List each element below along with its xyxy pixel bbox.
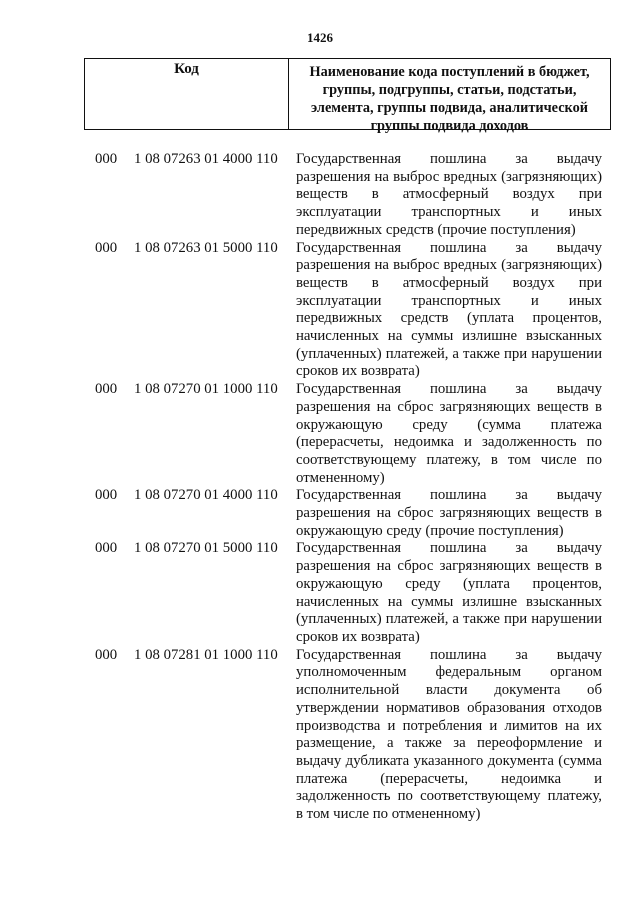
row-income-name: Государственная пошлина за выдачу разрешения на выброс вредных (загрязняющих) веществ в атмосферный воздух при эксплуатации транспортных и иных передвижных средств (прочие поступления) — [296, 151, 602, 238]
row-income-name: Государственная пошлина за выдачу разрешения на выброс вредных (загрязняющих) веществ в атмосферный воздух при эксплуатации транспортных и иных передвижных средств (уплата процентов, начисленных на суммы излишне взысканных (уплаченных) платежей, а также при нарушении сроков их возврата) — [296, 239, 602, 380]
row-income-name: Государственная пошлина за выдачу разрешения на сброс загрязняющих веществ в окружающую среду (сумма платежа (перерасчеты, недоимка и задолженность по соответствующему платежу, в том числе по отмененному) — [296, 381, 602, 486]
row-group-code: 000 — [95, 239, 118, 256]
table-row — [0, 540, 640, 646]
table-row — [0, 381, 640, 487]
row-income-name: Государственная пошлина за выдачу уполномоченным федеральным органом исполнительной власти документа об утверждении нормативов образования отходов производства и потребления и лимитов на их размещение, а также за переоформление и выдачу дубликата указанного документа (сумма платежа (перерасчеты, недоимка и задолженность по соответствующему платежу, в том числе по отмененному) — [296, 646, 602, 823]
table-row — [0, 151, 640, 240]
row-income-code: 1 08 07270 01 4000 110 — [134, 487, 278, 504]
row-income-code: 1 08 07270 01 1000 110 — [134, 381, 278, 398]
page-number: 1426 — [307, 30, 333, 45]
row-income-name: Государственная пошлина за выдачу разрешения на сброс загрязняющих веществ в окружающую среду (прочие поступления) — [296, 487, 602, 539]
header-code-label: Код — [85, 59, 289, 129]
row-income-code: 1 08 07263 01 4000 110 — [134, 151, 278, 167]
row-income-code: 1 08 07270 01 5000 110 — [134, 540, 278, 557]
row-group-code: 000 — [95, 151, 118, 167]
row-group-code: 000 — [95, 646, 118, 663]
table-row — [0, 487, 640, 540]
table-body — [0, 151, 640, 824]
table-row — [0, 647, 640, 824]
row-income-code: 1 08 07263 01 5000 110 — [134, 239, 278, 256]
row-income-name: Государственная пошлина за выдачу разрешения на сброс загрязняющих веществ в окружающую среду (уплата процентов, начисленных на суммы излишне взысканных (уплаченных) платежей, а также при нарушении сроков их возврата) — [296, 540, 602, 645]
row-income-code: 1 08 07281 01 1000 110 — [134, 646, 278, 663]
header-name-label: Наименование кода поступлений в бюджет, группы, подгруппы, статьи, подстатьи, элемента, группы подвида, аналитической группы подвида доходов — [309, 64, 590, 134]
table-row — [0, 240, 640, 382]
table-header — [84, 58, 611, 134]
row-group-code: 000 — [95, 487, 118, 504]
row-group-code: 000 — [95, 381, 118, 398]
row-group-code: 000 — [95, 540, 118, 557]
